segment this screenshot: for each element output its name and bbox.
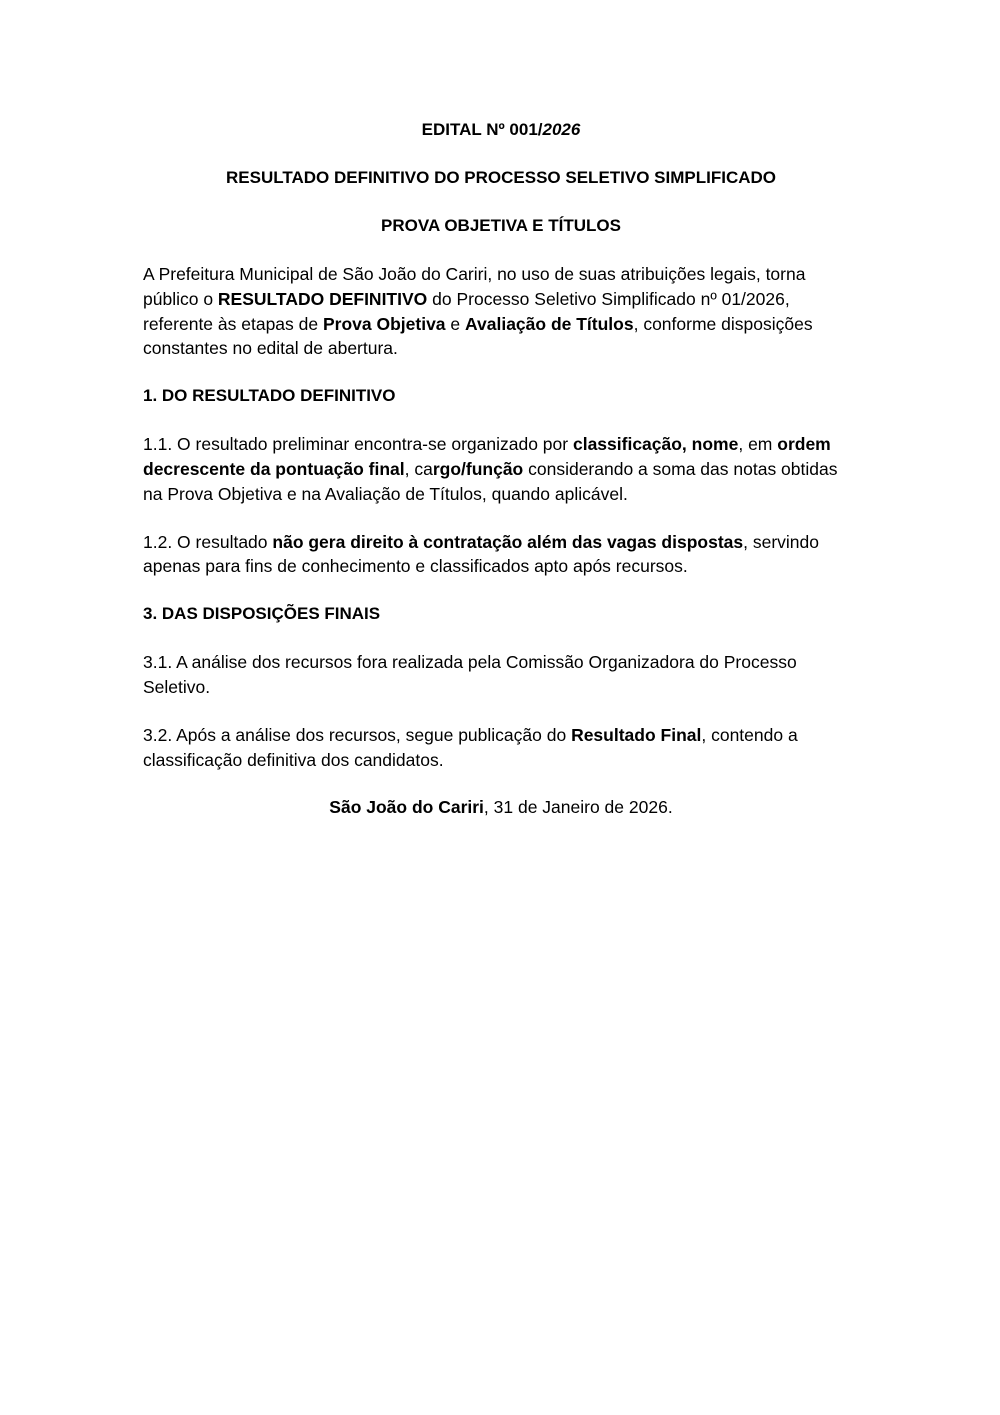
item-1-1-text-1: 1.1. O resultado preliminar encontra-se organizado por <box>143 434 573 455</box>
signature-place: São João do Cariri <box>329 797 484 818</box>
item-1-1-text-2: , em <box>738 434 778 455</box>
intro-bold-2: Prova Objetiva <box>322 313 446 334</box>
edital-title <box>143 118 859 142</box>
section-3-title: 3. DAS DISPOSIÇÕES FINAIS <box>143 604 381 624</box>
intro-bold-3: Avaliação de Títulos <box>465 313 634 334</box>
item-1-1-bold-1: classificação, nome <box>572 434 739 455</box>
item-1-1-text-4: considerando a soma das notas obtidas na Prova Objetiva e na Avaliação de Títulos, quando aplicável. <box>143 458 838 504</box>
section-1-item-2 <box>143 530 859 580</box>
item-1-2-text-1: 1.2. O resultado <box>143 531 273 552</box>
item-1-1-bold-2: ordem decrescente da pontuação final <box>143 434 831 479</box>
document-content <box>143 118 859 819</box>
intro-paragraph <box>143 262 859 361</box>
signature-line <box>143 795 859 819</box>
intro-text-2: do Processo Seletivo Simplificado nº 01/2026, referente às etapas de <box>143 288 790 334</box>
prova-title: PROVA OBJETIVA E TÍTULOS <box>381 216 621 235</box>
item-1-2-bold-1: não gera direito à contratação além das vagas dispostas <box>272 531 744 552</box>
item-1-1-bold-3: rgo/função <box>432 458 524 479</box>
result-title: RESULTADO DEFINITIVO DO PROCESSO SELETIVO SIMPLIFICADO <box>225 168 777 187</box>
signature-date: , 31 de Janeiro de 2026. <box>483 797 673 818</box>
item-3-1-text-1: 3.1. A análise dos recursos fora realizada pela Comissão Organizadora do Processo Seletivo. <box>143 652 797 697</box>
intro-text-3: e <box>445 313 466 334</box>
edital-year: 2026 <box>542 120 581 139</box>
item-1-1-text-3: , ca <box>404 458 433 479</box>
section-3-item-1 <box>143 650 859 700</box>
item-3-2-text-2: , contendo a classificação definitiva dos candidatos. <box>143 724 798 770</box>
section-1-title: 1. DO RESULTADO DEFINITIVO <box>143 386 396 406</box>
section-1-item-1 <box>143 432 859 506</box>
item-3-2-bold-1: Resultado Final <box>571 724 702 745</box>
item-3-2-text-1: 3.2. Após a análise dos recursos, segue publicação do <box>143 724 572 745</box>
edital-prefix: EDITAL Nº 001/ <box>421 120 543 139</box>
item-1-2-text-2: , servindo apenas para fins de conhecimento e classificados apto após recursos. <box>143 531 819 577</box>
intro-text-1: A Prefeitura Municipal de São João do Cariri, no uso de suas atribuições legais, torna público o <box>143 264 806 309</box>
section-3-item-2 <box>143 723 859 773</box>
intro-text-4: , conforme disposições constantes no edital de abertura. <box>143 313 813 359</box>
intro-bold-1: RESULTADO DEFINITIVO <box>217 288 428 309</box>
